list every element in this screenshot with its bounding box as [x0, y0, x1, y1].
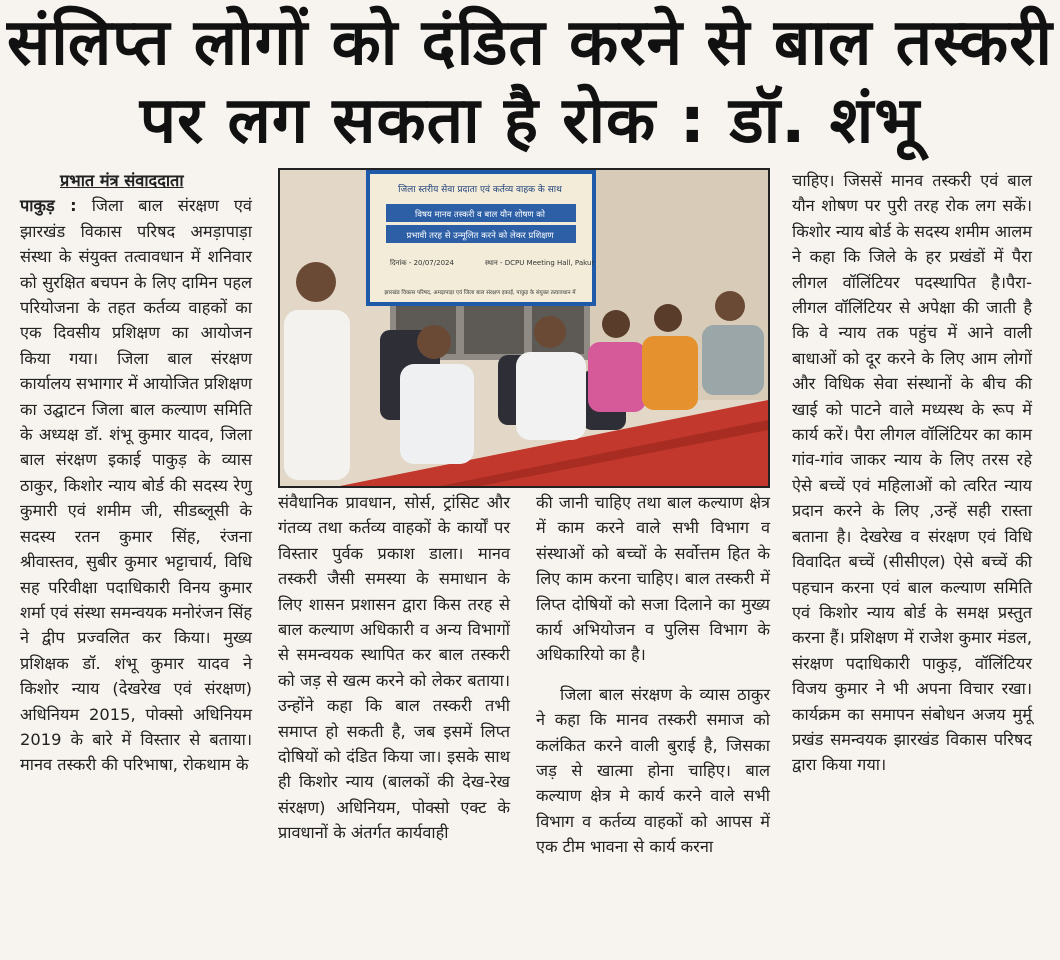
headline-line-2: पर लग सकता है रोक : डॉ. शंभू	[139, 84, 921, 158]
banner-line-3: प्रभावी तरह से उन्मूलित करने को लेकर प्रशिक्षण	[406, 231, 554, 241]
byline: प्रभात मंत्र संवाददाता	[60, 171, 184, 190]
photo-person-speaker	[284, 310, 350, 480]
column-3-body-a: की जानी चाहिए तथा बाल कल्याण क्षेत्र में काम करने वाले सभी विभाग व संस्थाओं को बच्चों के सर्वोत्तम हित के लिए काम करना चाहिए। बाल तस्करी में लिप्त दोषियों को सजा दिलाने का मुख्य कार्य अभियोजन व पुलिस विभाग के अधिकारियो का है।	[536, 493, 770, 665]
column-2-body: संवैधानिक प्रावधान, सोर्स, ट्रांसिट और गंतव्य तथा कर्तव्य वाहकों के कार्यों पर विस्तार पुर्वक प्रकाश डाला। मानव तस्करी जैसी समस्या के समाधान के लिए शासन प्रशासन द्वारा किस तरह से बाल कल्याण अधिकारी व अन्य विभागों से समन्वयक स्थापित कर बाल तस्करी को जड़ से खत्म करने को लेकर बताया। उन्होंने कहा कि बाल तस्करी तभी समाप्त हो सकती है, जब इसमें लिप्त दोषियों को दंडित किया जा। इसके साथ ही किशोर न्याय (बालकों की देख-रेख संरक्षण) अधिनियम, पोक्सो एक्ट के प्रावधानों के अंतर्गत कार्यवाही	[278, 493, 510, 843]
photo-person	[588, 342, 646, 412]
photo-person	[400, 364, 474, 464]
banner-line-2: विषय मानव तस्करी व बाल यौन शोषण को	[415, 210, 545, 220]
banner-line-1: जिला स्तरीय सेवा प्रदाता एवं कर्तव्य वाहक के साथ	[398, 185, 562, 195]
banner-date: दिनांक - 20/07/2024	[390, 259, 454, 267]
photo-person	[516, 352, 586, 440]
photo-person-head	[602, 310, 630, 338]
photo-person-head	[654, 304, 682, 332]
column-4-body: चाहिए। जिससें मानव तस्करी एवं बाल यौन शोषण पर पुरी तरह रोक लग सकें।किशोर न्याय बोर्ड के सदस्य शमीम आलम ने कहा कि जिले के हर प्रखंडों में पैरा लीगल वॉलिंटियर पदस्थापित है।पैरा-लीगल वॉलिंटियर से अपेक्षा की जाती है कि वे न्याय तक पहुंच में आने वाली बाधाओं को दूर करने के लिए आम लोगों और विधिक सेवा संस्थानों के बीच की खाई को पाटने वाले मध्यस्थ के रूप में कार्य करें। पैरा लीगल वॉलिंटियर का काम गांव-गांव जाकर न्याय के लिए तरस रहे ऐसे बच्चें एवं महिलाओं को त्वरित न्याय प्रदान करने के लिए ,उन्हें सही रास्ता बताना है। देखरेख व संरक्षण एवं विधि विवादित बच्चें (सीसीएल) ऐसे बच्चें की पहचान करना एवं बाल कल्याण समिति एवं किशोर न्याय बोर्ड के समक्ष प्रस्तुत करना हैं। प्रशिक्षण में राजेश कुमार मंडल, संरक्षण पदाधिकारी पाकुड़, वॉलिंटियर विजय कुमार ने भी अपना विचार रखा। कार्यक्रम का समापन संबोधन अजय मुर्मू प्रखंड समन्वयक झारखंड विकास परिषद द्वारा किया गया।	[792, 171, 1032, 775]
photo-person	[642, 336, 698, 410]
headline-line-1: संलिप्त लोगों को दंडित करने से बाल तस्करी	[7, 6, 1053, 80]
article-column-4	[792, 168, 1032, 778]
banner-footer: झारखंड विकास परिषद, अमड़ापाड़ा एवं जिला बाल संरक्षण इकाई, पाकुड़ के संयुक्त तत्वावधान में	[384, 290, 576, 296]
photo-person	[702, 325, 764, 395]
dateline-place: पाकुड़ :	[20, 196, 77, 216]
photo-person-head	[715, 291, 745, 321]
column-1-text	[20, 193, 252, 777]
photo-person-head	[534, 316, 566, 348]
photo-illustration	[280, 170, 768, 486]
banner-venue: स्थान - DCPU Meeting Hall, Pakur	[485, 259, 595, 267]
column-1-body: जिला बाल संरक्षण एवं झारखंड विकास परिषद अमड़ापाड़ा संस्था के संयुक्त तत्वावधान में शनिवार को सुरक्षित बचपन के लिए दामिन पहल परियोजना के तहत कर्तव्य वाहकों का एक दिवसीय प्रशिक्षण का आयोजन किया गया। जिला बाल संरक्षण कार्यालय सभागार में आयोजित प्रशिक्षण का उद्घाटन जिला बाल कल्याण समिति के अध्यक्ष डॉ. शंभू कुमार यादव, जिला बाल संरक्षण इकाई पाकुड़ के व्यास ठाकुर, किशोर न्याय बोर्ड की सदस्य रेणु कुमारी एवं शमीम जी, सीडब्लूसी के सदस्य रतन कुमार सिंह, रंजना श्रीवास्तव, सुबीर कुमार भट्टाचार्य, विधि सह परिवीक्षा पदाधिकारी विनय कुमार शर्मा एवं संस्था समन्वयक मनोरंजन सिंह ने द्वीप प्रज्वलित कर किया। मुख्य प्रशिक्षक डॉ. शंभू कुमार यादव ने किशोर न्याय (देखरेख एवं संरक्षण) अधिनियम 2015, पोक्सो अधिनियम 2019 के बारे में विस्तार से बताया। मानव तस्करी की परिभाषा, रोकथाम के	[20, 196, 252, 775]
photo-person-speaker-head	[296, 262, 336, 302]
headline	[0, 4, 1060, 160]
photo-person-head	[417, 325, 451, 359]
event-photo	[278, 168, 770, 488]
column-3-body-b: जिला बाल संरक्षण के व्यास ठाकुर ने कहा कि मानव तस्करी समाज को कलंकित करने वाली बुराई है, जिसका जड़ से खात्मा होना चाहिए। बाल कल्याण क्षेत्र मे कार्य करने वाले सभी विभाग व कर्तव्य वाहकों को आपस में एक टीम भावना से कार्य करना	[536, 684, 770, 857]
article-column-1	[20, 168, 252, 778]
article-column-3	[536, 490, 770, 860]
article-column-2	[278, 490, 510, 846]
